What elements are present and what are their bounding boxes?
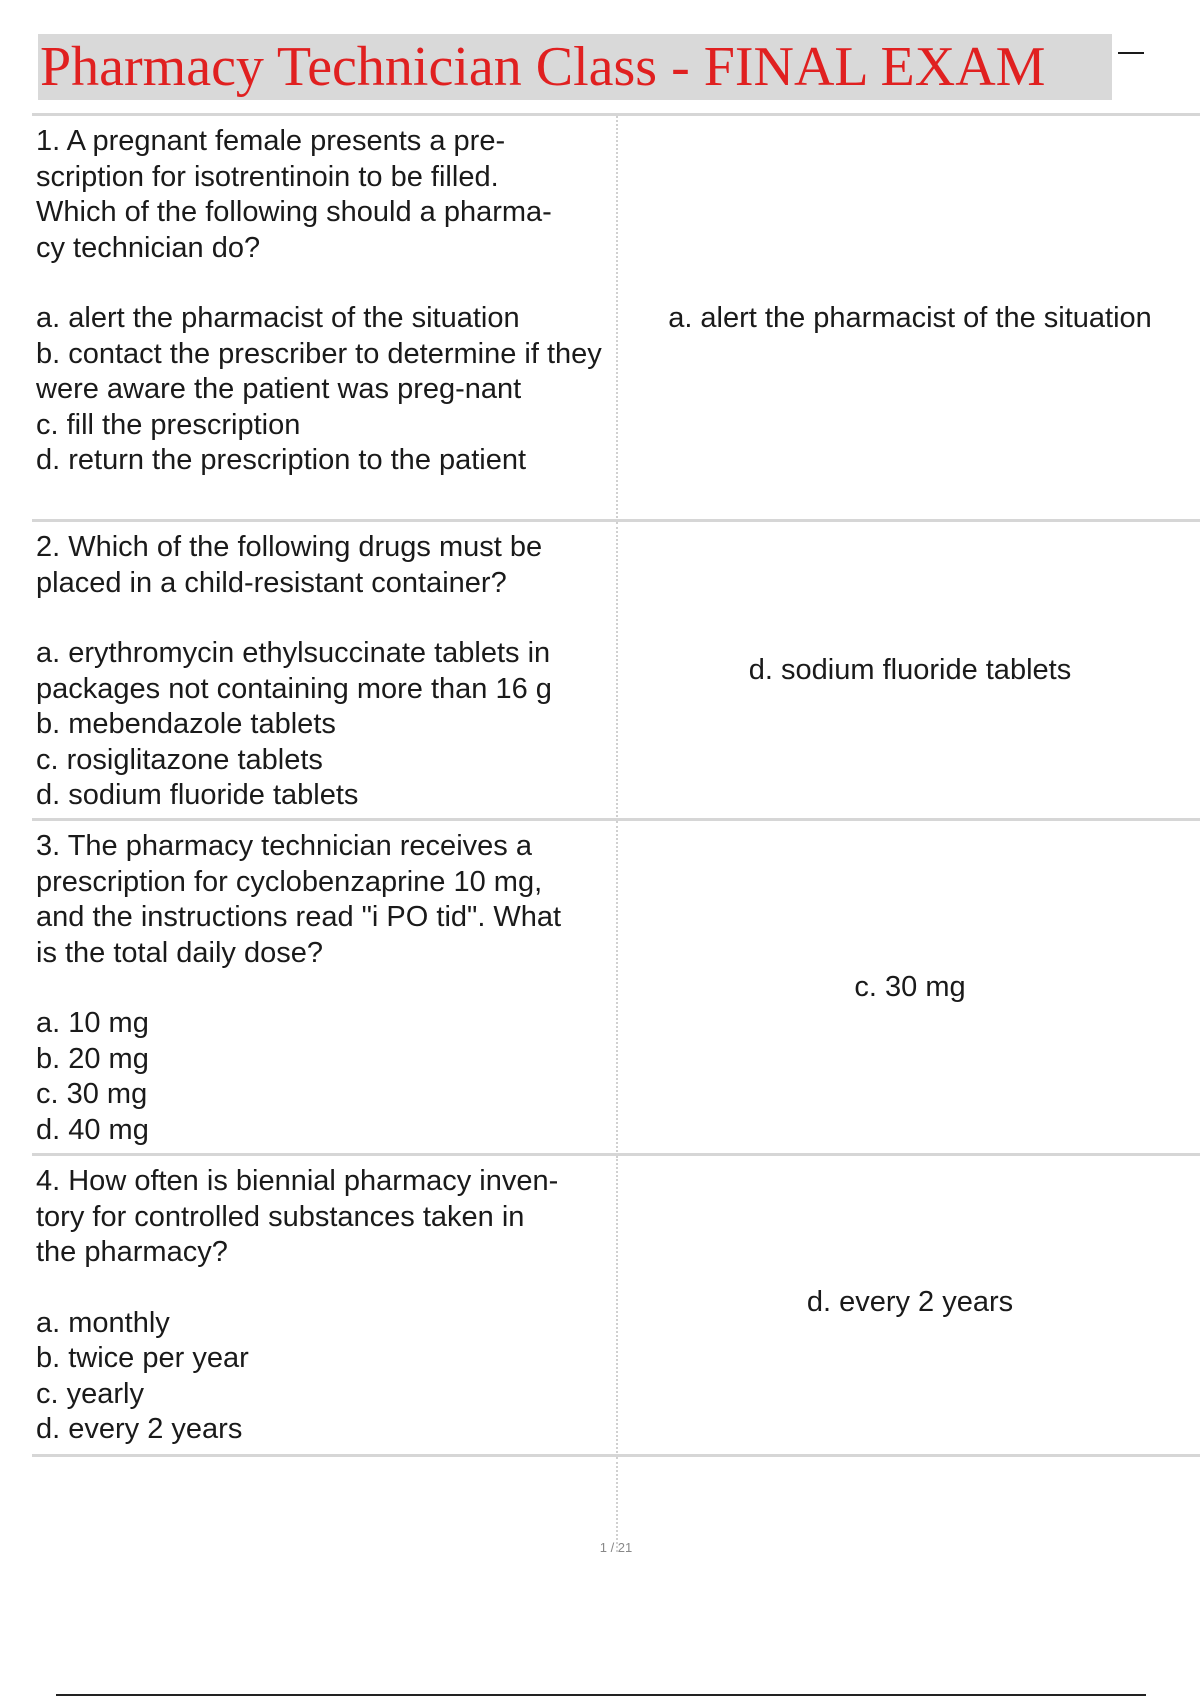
correct-answer: c. 30 mg — [854, 971, 966, 1003]
answer-option: b. twice per year — [36, 1342, 249, 1374]
correct-answer: a. alert the pharmacist of the situation — [668, 302, 1152, 334]
answer-option: c. 30 mg — [36, 1078, 148, 1110]
answer-option: c. yearly — [36, 1377, 144, 1410]
answer-option: a. 10 mg — [36, 1007, 149, 1039]
answer-option: a. alert the pharmacist of the situation — [36, 302, 520, 334]
column-divider — [616, 522, 618, 821]
answer-option: b. mebendazole tablets — [36, 708, 336, 740]
column-divider — [616, 116, 618, 522]
question-column — [36, 829, 616, 1148]
question-text: 1. A pregnant female presents a pre- scription for isotrentinoin to be filled. Which of the following should a pharma- cy technician do? — [36, 125, 552, 264]
answer-option: c. fill the prescription — [36, 408, 301, 441]
answer-option: d. every 2 years — [36, 1413, 243, 1445]
correct-answer: d. sodium fluoride tablets — [748, 654, 1072, 686]
column-divider — [616, 821, 618, 1156]
column-divider — [616, 1156, 618, 1457]
answer-option: b. contact the prescriber to determine if they were aware the patient was preg-nant — [36, 337, 602, 405]
page-title: Pharmacy Technician Class - FINAL EXAM — [40, 36, 1046, 98]
question-text: 4. How often is biennial pharmacy inven- tory for controlled substances taken in the pharmacy? — [36, 1165, 559, 1268]
question-column — [36, 1164, 616, 1448]
title-dash — [1118, 52, 1144, 54]
question-card-1 — [32, 116, 1200, 522]
question-column — [36, 124, 616, 479]
answer-option: a. erythromycin ethylsuccinate tablets in packages not containing more than 16 g — [36, 637, 552, 705]
correct-answer: d. every 2 years — [806, 1286, 1014, 1318]
answer-option: b. 20 mg — [36, 1042, 149, 1075]
answer-option: d. return the prescription to the patient — [36, 444, 527, 476]
page-number: 1 / 21 — [599, 1540, 633, 1555]
question-text: 3. The pharmacy technician receives a prescription for cyclobenzaprine 10 mg, and the instructions read "i PO tid". What is the total daily dose? — [36, 830, 562, 969]
bottom-rule — [56, 1694, 1146, 1696]
answer-option: d. sodium fluoride tablets — [36, 779, 359, 811]
column-divider-tail — [616, 1457, 618, 1552]
question-column — [36, 530, 616, 814]
answer-option: c. rosiglitazone tablets — [36, 743, 323, 776]
answer-option: a. monthly — [36, 1306, 170, 1339]
question-card-4 — [32, 1156, 1200, 1457]
answer-option: d. 40 mg — [36, 1113, 149, 1146]
question-card-2 — [32, 522, 1200, 821]
question-card-3 — [32, 821, 1200, 1156]
question-text: 2. Which of the following drugs must be placed in a child-resistant container? — [36, 531, 543, 599]
